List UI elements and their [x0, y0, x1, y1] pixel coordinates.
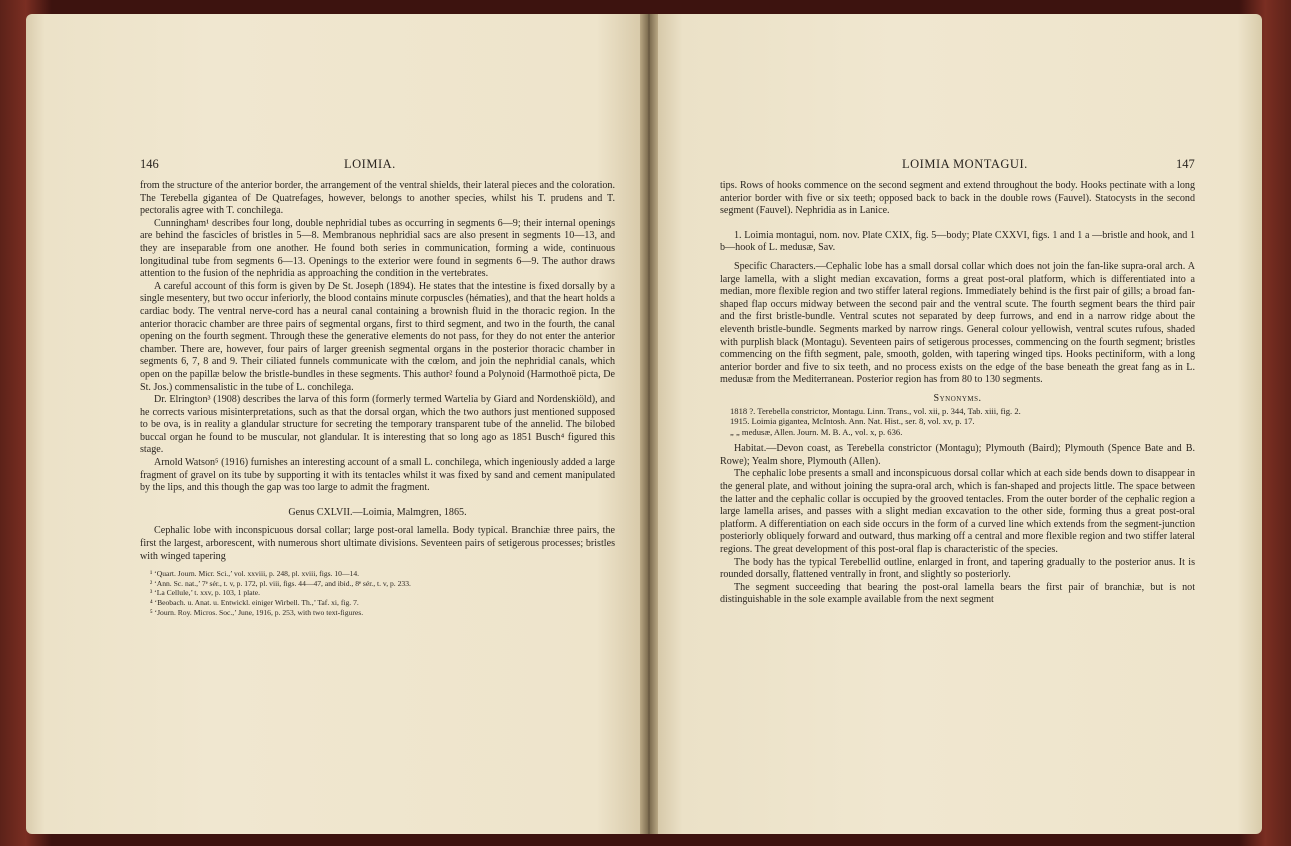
paragraph: The cephalic lobe presents a small and inconspicuous dorsal collar which at each side bends down to disappear in the general plate, and without joining the supra-oral arch, which is fan-shaped and projects little. The space between the latter and the cephalic collar is occupied by the grooved tentacles. From the outer border of the cephalic region a large lamella arises, and passes with a slight median excavation to the other side, forming thus a great post-oral platform. A differentiation on each side occurs in the form of a curved line which extends from the segment-junction posteriorly obliquely forward and outward, thus marking off a central and more flexible region and two stiffer lateral regions. The great development of this post-oral flap is characteristic of the species. — [720, 468, 1195, 556]
synonym-entry: 1818 ?. Terebella constrictor, Montagu. Linn. Trans., vol. xii, p. 344, Tab. xiii, fig. 2. — [730, 405, 1021, 416]
page-number: 146 — [140, 157, 159, 171]
paragraph: Dr. Elrington³ (1908) describes the larva of this form (formerly termed Wartelia by Giard and Nordenskiöld), and he corrects various misinterpretations, such as that the dorsal organ, which the two authors just mentioned supposed to be ova, is in reality a glandular structure for secreting the temporary transparent tube of the annelid. The bilobed buccal organ he found to be muscular, not glandular. It is interesting that so long ago as 1851 Busch⁴ figured this stage. — [140, 394, 615, 456]
paragraph: tips. Rows of hooks commence on the second segment and extend throughout the body. Hooks pectinate with a long anterior border with five or six teeth; opposed back to back in the double rows (Fauvel). Statocysts in the second segment (Fauvel). Nephridia as in Lanice. — [720, 180, 1195, 217]
paragraph: The segment succeeding that bearing the post-oral lamella bears the first pair of branchiæ, but is not distinguishable in the sole example available from the next segment — [720, 581, 1195, 606]
species-heading: 1. Loimia montagui, nom. nov. Plate CXIX, fig. 5—body; Plate CXXVI, figs. 1 and 1 a —bristle and hook, and 1 b—hook of L. medusæ, Sav. — [720, 229, 1195, 254]
footnote: ¹ ‘Quart. Journ. Micr. Sci.,’ vol. xxviii, p. 248, pl. xviii, figs. 10—14. — [150, 569, 360, 579]
paragraph: Specific Characters.—Cephalic lobe has a small dorsal collar which does not join the fan-like supra-oral arch. A large lamella, with a slight median excavation, forms a great post-oral platform, which is differentiated into a median, more flexible region and two stiffer lateral regions. Immediately behind is the first pair of gills; a broad fan-shaped flap occurs midway between the second pair and the ventral scute. The fourth segment bears the third pair and the first bristle-bundle. Ventral scutes not separated by deep furrows, and end in a narrow ridge about the eleventh bristle-bundle. Segments marked by narrow rings. General colour yellowish, ventral scutes rufous, shaded with purplish black (Montagu). Seventeen pairs of setigerous processes, commencing on the fourth segment; bristles commencing on the fifth segment, pale, smooth, golden, with tapering winged tips. Hooks pectiniform, with a long anterior border and five to six teeth, and no process exists on the edge of the base beneath the great fang as in L. medusæ from the Mediterranean. Posterior region has from 80 to 130 segments. — [720, 260, 1195, 386]
left-page — [26, 14, 646, 834]
footnote: ³ ‘La Cellule,’ t. xxv, p. 103, 1 plate. — [150, 588, 261, 598]
footnote: ⁵ ‘Journ. Roy. Micros. Soc.,’ June, 1916, p. 253, with two text-figures. — [150, 607, 364, 617]
paragraph: Cephalic lobe with inconspicuous dorsal collar; large post-oral lamella. Body typical. Branchiæ three pairs, the first the largest, arborescent, with numerous short ultimate divisions. Seventeen pairs of setigerous processes; bristles with winged tapering — [140, 525, 615, 562]
left-body-text — [140, 180, 615, 617]
footnote: ² ‘Ann. Sc. nat.,’ 7ᵉ sér., t. v, p. 172, pl. viii, figs. 44—47, and ibid., 8ᵉ sér., t. v, p. 233. — [150, 578, 411, 588]
paragraph: Arnold Watson⁵ (1916) furnishes an interesting account of a small L. conchilega, which ingeniously added a large fragment of gravel on its tube by supporting it with its tentacles whilst it was fixed by sand and cement manipulated by the lips, and this though the gap was too large to admit the fragment. — [140, 457, 615, 494]
synonym-entry: 1915. Loimia gigantea, McIntosh. Ann. Nat. Hist., ser. 8, vol. xv, p. 17. — [730, 416, 975, 427]
paragraph: Cunningham¹ describes four long, double nephridial tubes as occurring in segments 6—9; their internal openings are behind the fascicles of bristles in 5—8. Membranous nephridial sacs are also present in segments 10—13, and they are inseparable from one another. He found both series in communication, forming a wide, continuous longitudinal tube from segments 6—13. Openings to the exterior were found in segments 6—9. The author draws attention to the fusion of the nephridia as approaching the condition in the vertebrates. — [140, 217, 615, 280]
paragraph: Habitat.—Devon coast, as Terebella constrictor (Montagu); Plymouth (Baird); Plymouth (Spence Bate and B. Rowe); Yealm shore, Plymouth (Allen). — [720, 443, 1195, 467]
right-page — [652, 14, 1262, 834]
right-body-text — [720, 180, 1195, 607]
synonyms-heading: Synonyms. — [933, 392, 982, 404]
paragraph: A careful account of this form is given by De St. Joseph (1894). He states that the intestine is fixed dorsally by a single mesentery, but two occur inferiorly, the blood contains minute corpuscles (hématies), and that the heart holds a cardiac body. The ventral nerve-cord has a neural canal containing a brownish fluid in the thoracic region. In the anterior thoracic chamber are three pairs of segmental organs, first to third segment, and two in the fourth, the canal opening on the fourth segment. Through these the generative elements do not pass, for they do not enter the anterior chamber. There are, however, four pairs of larger greenish segmental organs in the posterior thoracic chamber in segments 6, 7, 8 and 9. Their ciliated funnels communicate with the cœlom, and join the nephridial canals, which open on the papillæ below the bristle-bundles in these segments. This author² found a Polynoid (Harmothoë picta, De St. Jos.) commensalistic in the tube of L. conchilega. — [140, 280, 615, 393]
running-head: LOIMIA MONTAGUI. — [902, 157, 1028, 171]
footnote: ⁴ ‘Beobach. u. Anat. u. Entwickl. einiger Wirbell. Th.,’ Taf. xi, fig. 7. — [150, 598, 359, 607]
paragraph: The body has the typical Terebellid outline, enlarged in front, and tapering gradually to the posterior anus. It is rounded dorsally, flattened ventrally in front, and slightly so posteriorly. — [720, 556, 1195, 581]
running-head: LOIMIA. — [344, 157, 396, 171]
synonym-entry: „ „ medusæ, Allen. Journ. M. B. A., vol. x, p. 636. — [730, 426, 903, 437]
page-number: 147 — [1176, 157, 1195, 171]
book-gutter — [640, 14, 658, 834]
genus-heading: Genus CXLVII.—Loimia, Malmgren, 1865. — [288, 506, 467, 518]
paragraph: from the structure of the anterior border, the arrangement of the ventral shields, their lateral pieces and the coloration. The Terebella gigantea of De Quatrefages, however, belongs to another species, whilst his T. prudens and T. pectoralis agree with T. conchilega. — [140, 180, 615, 217]
